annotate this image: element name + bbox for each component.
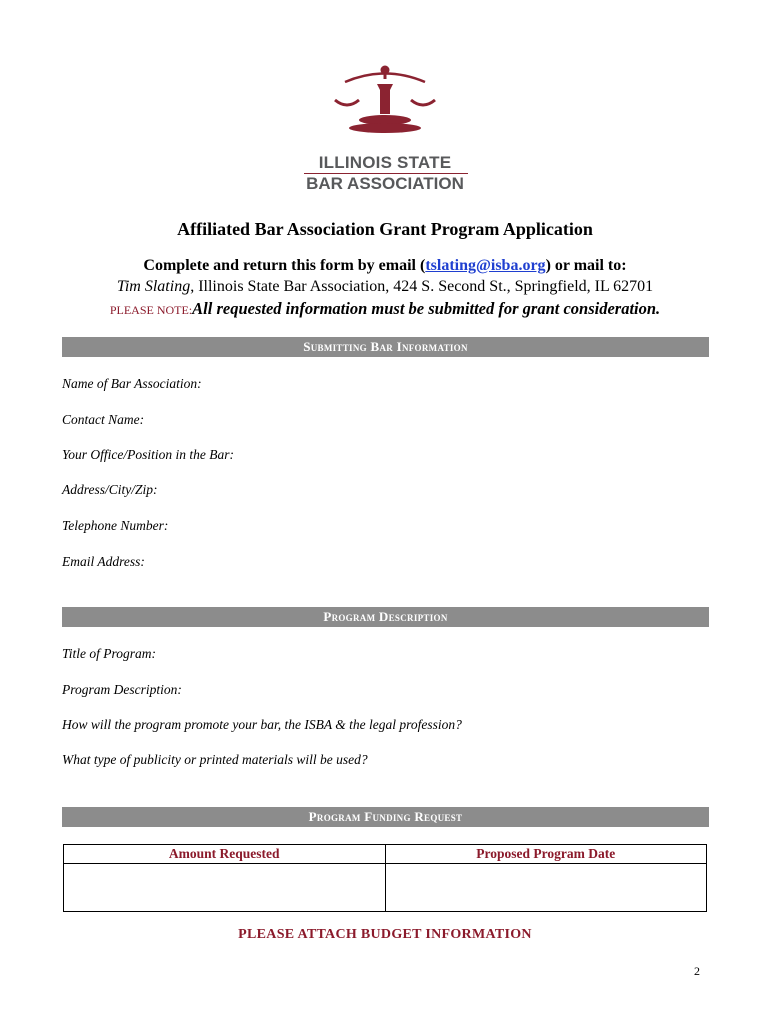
field-label: Contact Name [62,412,140,427]
field-program-description[interactable] [62,682,182,698]
mailing-address [0,278,770,296]
field-publicity[interactable] [62,752,368,768]
field-suffix: : [151,646,157,661]
field-bar-name[interactable]: Name of Bar Association: [62,376,202,391]
field-label: Name of Bar Association [62,376,198,391]
field-contact-name[interactable]: Contact Name: [62,412,145,427]
field-label: Email Address [62,554,141,569]
field-program-title[interactable] [62,646,156,662]
scales-of-justice-icon [325,60,445,140]
instructions-text-after: ) or mail to: [545,257,627,274]
address-text: , Illinois State Bar Association, 424 S. Second St., Springfield, IL 62701 [190,278,654,295]
amount-requested-cell[interactable] [64,864,386,912]
email-link[interactable]: tslating@isba.org [425,257,546,274]
field-suffix: ? [360,752,368,767]
field-label: Address/City/Zip [62,482,154,497]
field-label: Program Description [62,682,178,697]
proposed-date-cell[interactable] [385,864,707,912]
instructions-text-before: Complete and return this form by email ( [143,257,426,274]
note-text: All requested information must be submitted for grant consideration. [192,299,661,318]
section-header-submitting: Submitting Bar Information [62,337,709,357]
instructions-line1 [0,257,770,275]
note-label: PLEASE NOTE: [109,303,193,317]
funding-table [63,844,707,912]
field-program-promotion[interactable] [62,717,462,733]
field-address[interactable]: Address/City/Zip: [62,482,158,497]
please-note [0,299,770,319]
contact-name: Tim Slating [116,278,191,295]
section-header-funding: Program Funding Request [62,807,709,827]
field-label: What type of publicity or printed materials will be used [62,752,361,767]
org-name-line2: BAR ASSOCIATION [306,174,464,193]
field-label: Title of Program [62,646,152,661]
table-row [64,864,707,912]
field-label: How will the program promote your bar, the ISBA & the legal profession [62,717,456,732]
field-telephone[interactable]: Telephone Number: [62,518,169,533]
section-header-program: Program Description [62,607,709,627]
field-label: Telephone Number [62,518,164,533]
field-office-position[interactable]: Your Office/Position in the Bar: [62,447,235,462]
form-title: Affiliated Bar Association Grant Program Application [177,219,593,239]
attach-budget-note: PLEASE ATTACH BUDGET INFORMATION [238,927,532,942]
field-email[interactable]: Email Address: [62,554,145,569]
field-suffix: ? [455,717,462,732]
page-number: 2 [694,964,700,978]
column-proposed-date: Proposed Program Date [385,845,707,864]
table-header-row [64,845,707,864]
isba-logo [0,60,770,200]
field-suffix: : [177,682,182,697]
org-name-line1: ILLINOIS STATE [318,153,452,172]
column-amount-requested: Amount Requested [64,845,386,864]
field-label: Your Office/Position in the Bar [62,447,230,462]
